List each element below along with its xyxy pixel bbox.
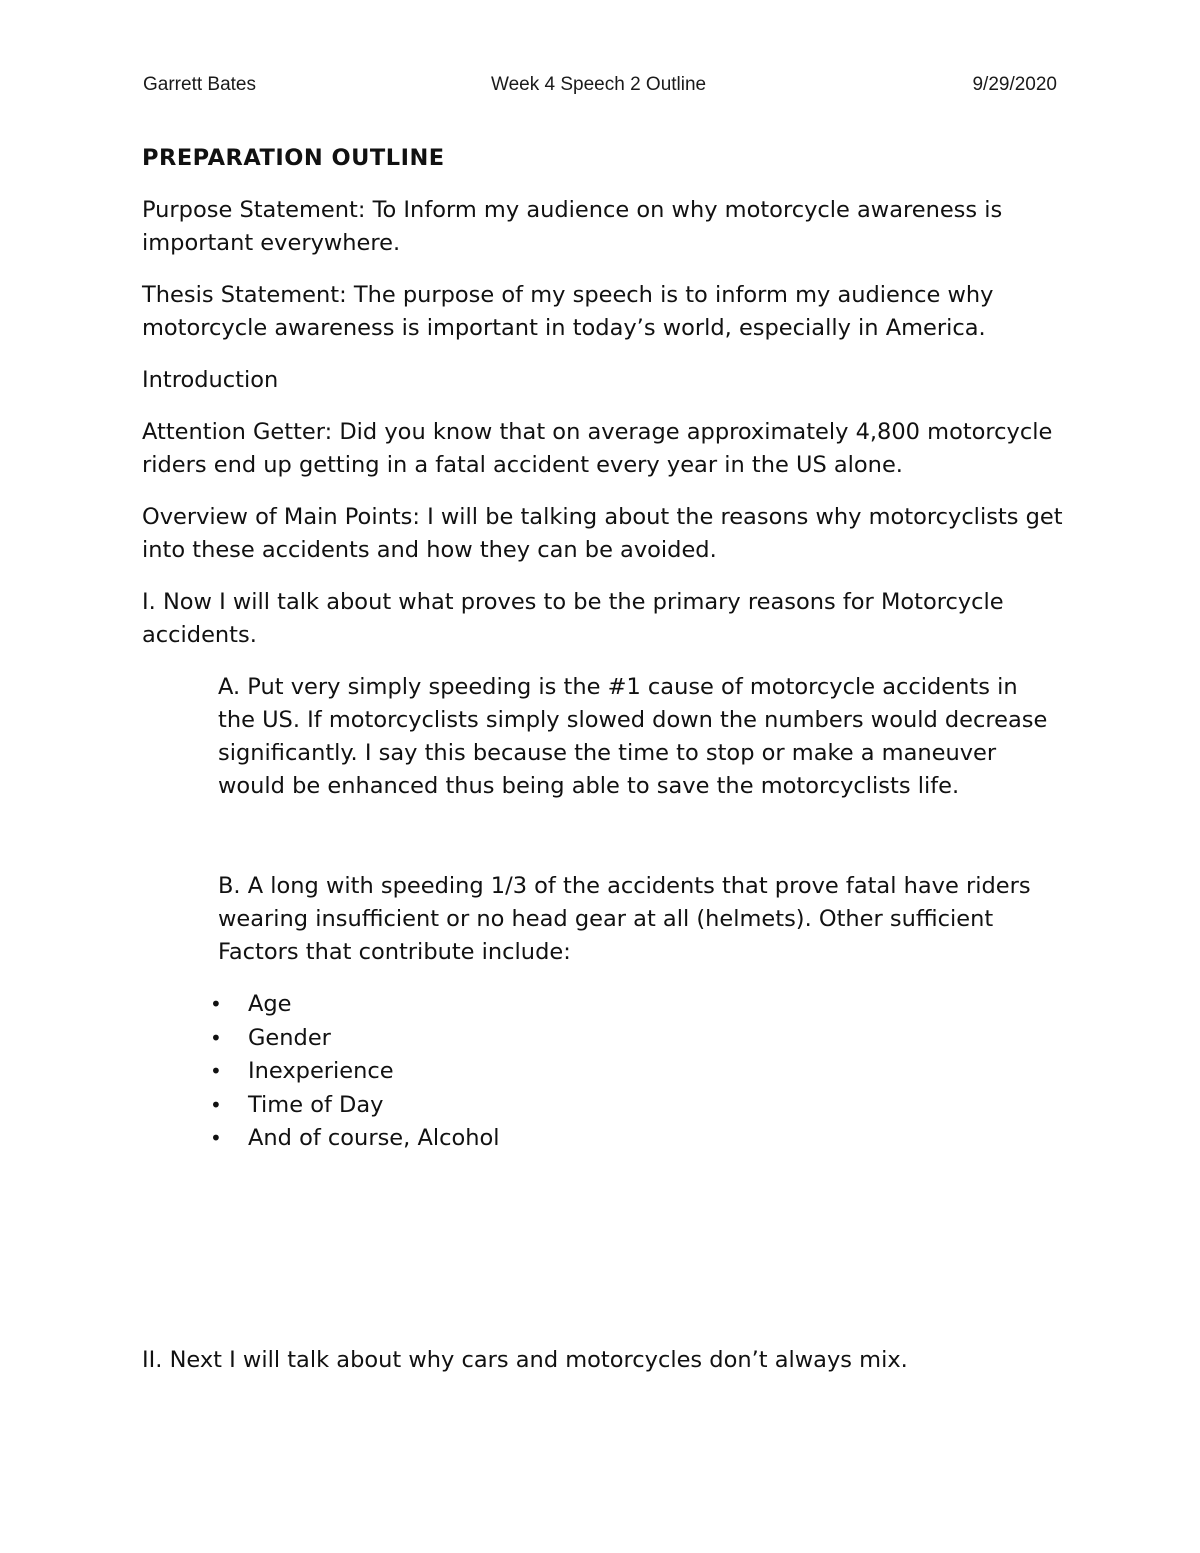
outline-body [142,142,1067,1156]
factors-list [142,988,1067,1156]
list-item [210,1089,1067,1123]
header-author: Garrett Bates [143,74,256,95]
main-point-2: II. Next I will talk about why cars and motorcycles don’t always mix. [142,1347,908,1373]
factor-label: Gender [248,1024,331,1051]
introduction-label: Introduction [142,367,279,393]
bullet-icon: • [210,1126,222,1150]
main-point-1: I. Now I will talk about what proves to be the primary reasons for Motorcycle accidents. [142,589,1004,648]
bullet-icon: • [210,1059,222,1083]
list-item [210,988,1067,1022]
factor-label: Time of Day [248,1091,384,1118]
list-item [210,1055,1067,1089]
thesis-statement: Thesis Statement: The purpose of my speech is to inform my audience why motorcycle awareness is important in today’s world, especially in America. [142,282,994,341]
factor-label: Age [248,991,292,1017]
outline-heading: PREPARATION OUTLINE [142,145,445,171]
factor-label: Inexperience [248,1058,394,1084]
page-header [143,74,1057,98]
header-date: 9/29/2020 [972,74,1057,95]
attention-getter: Attention Getter: Did you know that on average approximately 4,800 motorcycle riders end up getting in a fatal accident every year in the US alone. [142,419,1053,478]
list-item [210,1122,1067,1156]
header-title: Week 4 Speech 2 Outline [491,74,707,95]
sub-point-a: A. Put very simply speeding is the #1 cause of motorcycle accidents in the US. If motorcyclists simply slowed down the numbers would decrease significantly. I say this because the time to stop or make a maneuver would be enhanced thus being able to save the motorcyclists life. [218,674,1048,799]
bullet-icon: • [210,992,222,1016]
sub-point-b: B. A long with speeding 1/3 of the accidents that prove fatal have riders wearing insufficient or no head gear at all (helmets). Other sufficient Factors that contribute include: [218,873,1031,965]
purpose-statement: Purpose Statement: To Inform my audience on why motorcycle awareness is important everywhere. [142,197,1003,256]
bullet-icon: • [210,1025,222,1050]
list-item [210,1022,1067,1056]
bullet-icon: • [210,1092,222,1117]
factor-label: And of course, Alcohol [248,1125,500,1151]
overview-of-main-points: Overview of Main Points: I will be talking about the reasons why motorcyclists get into these accidents and how they can be avoided. [142,504,1063,563]
